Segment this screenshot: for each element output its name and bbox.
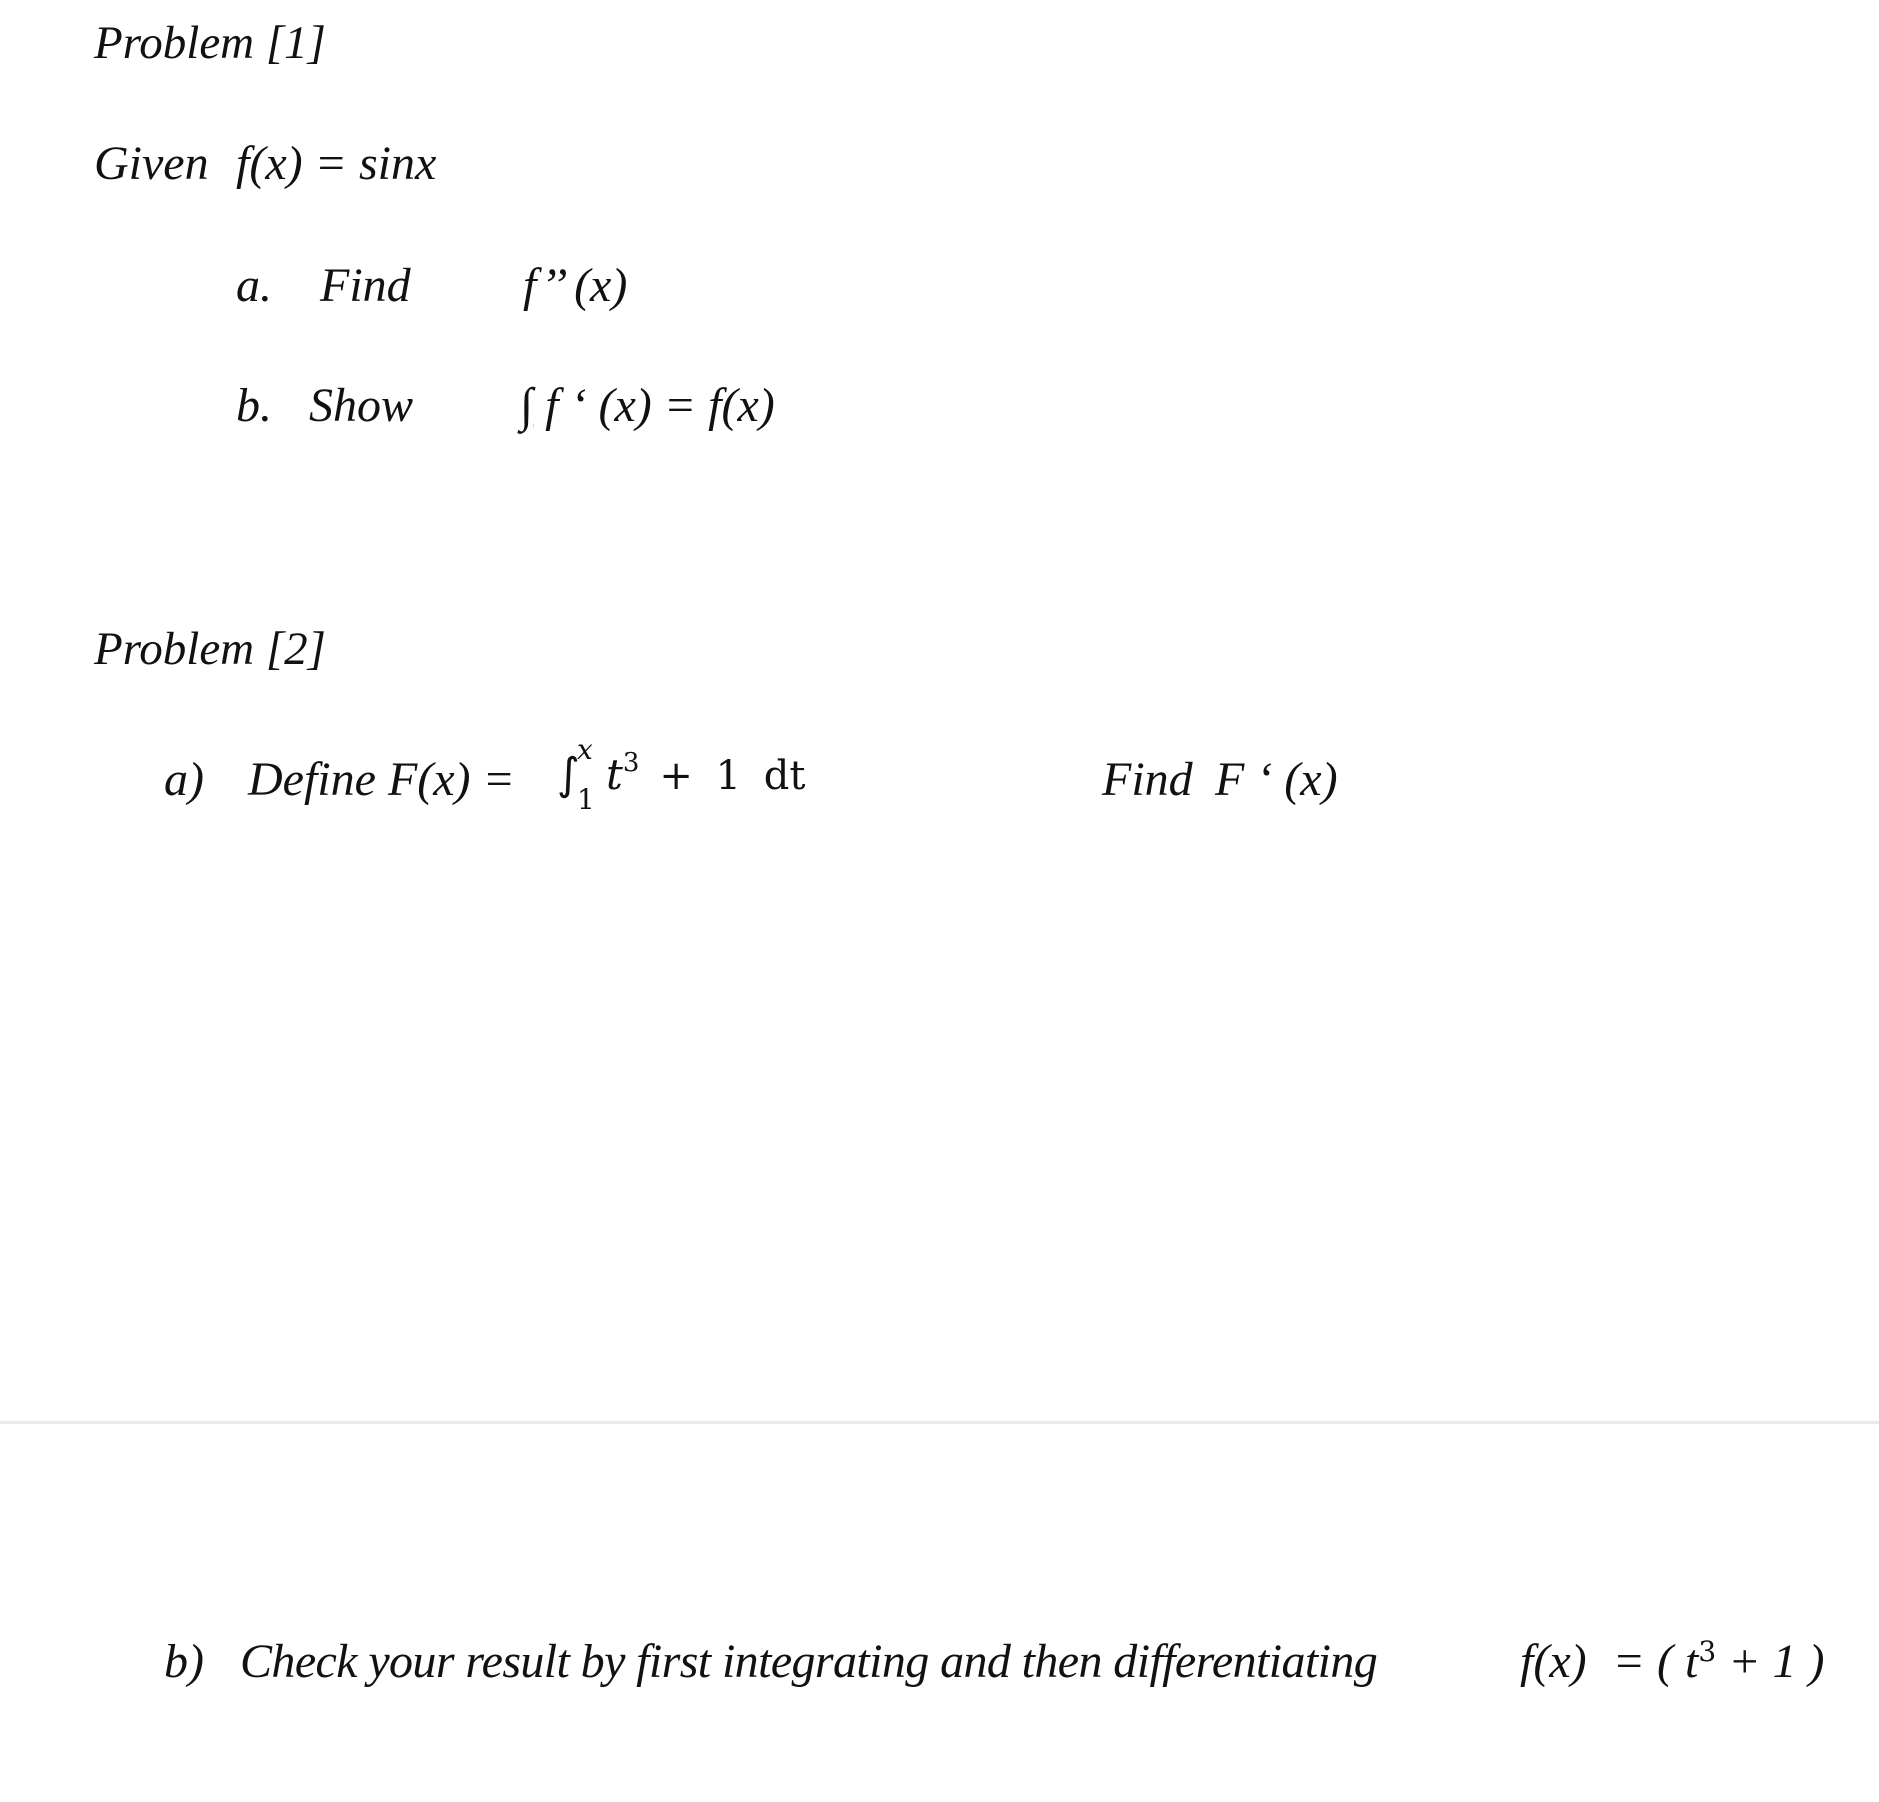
problem-2-heading: Problem [2] [94,623,326,675]
part-b-function [1520,1635,1825,1688]
part-b-expression-body: f ‘ (x) = f(x) [545,379,775,432]
integrand-rest: + 1 dt [659,753,806,799]
part-a-expression: f’’ (x) [523,259,628,312]
function-rest: + 1 ) [1716,1635,1825,1688]
page-divider [0,1421,1879,1424]
problem-1-given-label: Given [94,137,209,190]
integral [557,733,595,816]
part-a-label: a. [236,259,272,312]
integrand-exponent: 3 [622,748,640,778]
function-eq: = ( t [1612,1635,1699,1688]
function-left: f(x) [1520,1635,1587,1688]
integral-sign: ∫ [520,379,534,432]
lower-limit: 1 [577,783,595,816]
part-b-label: b. [236,379,272,432]
integral-sign: ∫ [557,749,580,800]
find-expression: F ‘ (x) [1215,753,1338,806]
part-a-verb: Find [320,259,411,312]
find-text: Find [1102,753,1193,806]
problem-2-part-b-label: b) [164,1635,204,1688]
part-b-instruction: Check your result by first integrating and then differentiating [240,1635,1378,1688]
define-text: Define F(x) = [248,753,515,806]
part-b-expression [520,379,775,432]
integrand-base: t [605,750,623,799]
part-b-verb: Show [309,379,414,432]
definite-integral [557,733,806,816]
upper-limit: x [577,733,593,766]
problem-1-heading: Problem [1] [94,17,326,69]
function-exponent: 3 [1698,1635,1717,1668]
problem-1-given-expression: f(x) = sinx [236,137,437,190]
problem-2-part-a-label: a) [164,753,204,806]
